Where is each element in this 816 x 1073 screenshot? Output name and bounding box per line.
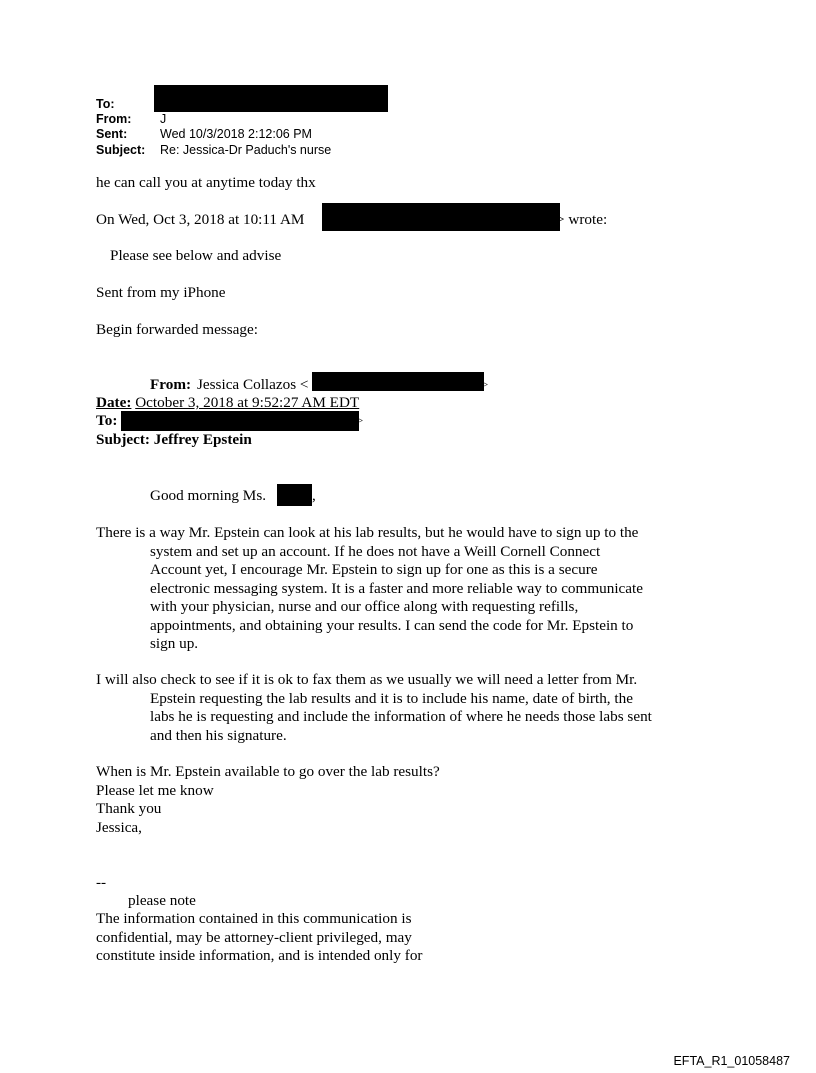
document-id: EFTA_R1_01058487 [673,1054,790,1068]
fwd-date-line [96,394,359,413]
subject-label: Subject: [96,143,146,157]
signature-note: please note [128,892,196,909]
paragraph-account-signup [96,524,696,654]
closing-line: Jessica, [96,818,142,836]
closing-block [96,763,696,837]
fwd-date-value: October 3, 2018 at 9:52:27 AM EDT [135,394,360,411]
closing-line: When is Mr. Epstein available to go over the lab results? [96,763,440,780]
sent-label: Sent: [96,127,128,141]
para1-line: electronic messaging system. It is a faster and more reliable way to communicate [150,579,644,597]
sent-value: Wed 10/3/2018 2:12:06 PM [160,127,312,141]
para1-line: system and set up an account. If he does not have a Weill Cornell Connect [150,542,601,560]
redaction-fwd-from-email [312,372,484,391]
redaction-greeting-name [277,484,312,506]
reply-line: he can call you at anytime today thx [96,174,316,191]
fwd-from-label: From: [150,376,192,393]
greeting-comma: , [312,487,316,504]
para1-line: Account yet, I encourage Mr. Epstein to sign up for one as this is a secure [150,561,598,578]
disclaimer-line: confidential, may be attorney-client privileged, may [96,928,412,946]
fwd-from-close: > [482,379,489,391]
fwd-from-value: Jessica Collazos < [197,376,309,393]
paragraph-fax-request [96,671,696,745]
fwd-to-label: To: [96,412,118,429]
closing-line: Thank you [96,800,162,817]
disclaimer-line: The information contained in this communication is [96,910,412,927]
disclaimer-block [96,910,696,966]
redaction-to [154,85,388,112]
please-see-line: Please see below and advise [110,247,282,264]
fwd-subject-line [96,431,252,450]
para2-line: and then his signature. [150,726,287,744]
fwd-date-label: Date: [96,394,132,411]
begin-forwarded-line: Begin forwarded message: [96,321,258,338]
para1-line: appointments, and obtaining your results. I can send the code for Mr. Epstein to [150,616,634,634]
para2-line: Epstein requesting the lab results and it is to include his name, date of birth, the [150,689,633,707]
fwd-subject-value: Jeffrey Epstein [153,431,252,448]
greeting: Good morning Ms. [150,487,267,504]
from-label: From: [96,112,132,126]
quote-intro-suffix: > wrote: [556,211,608,228]
para2-line: labs he is requesting and include the information of where he needs those labs sent [150,708,652,725]
para1-line: There is a way Mr. Epstein can look at his lab results, but he would have to sign up to the [96,524,639,541]
subject-value: Re: Jessica-Dr Paduch's nurse [160,143,332,157]
para2-line: I will also check to see if it is ok to fax them as we usually we will need a letter from Mr. [96,671,638,688]
redaction-sender-email [322,203,560,231]
redaction-fwd-to [121,411,359,431]
sent-from-line: Sent from my iPhone [96,284,226,301]
para1-line: with your physician, nurse and our office along with requesting refills, [150,598,579,615]
closing-line: Please let me know [96,781,214,799]
para1-line: sign up. [150,635,199,652]
to-label: To: [96,97,115,111]
fwd-subject-label: Subject: [96,431,150,448]
from-value: J [160,112,167,126]
signature-dashes: -- [96,874,107,891]
fwd-to-close: > [357,415,364,427]
quote-intro-prefix: On Wed, Oct 3, 2018 at 10:11 AM [96,211,305,228]
disclaimer-line: constitute inside information, and is intended only for [96,947,423,964]
